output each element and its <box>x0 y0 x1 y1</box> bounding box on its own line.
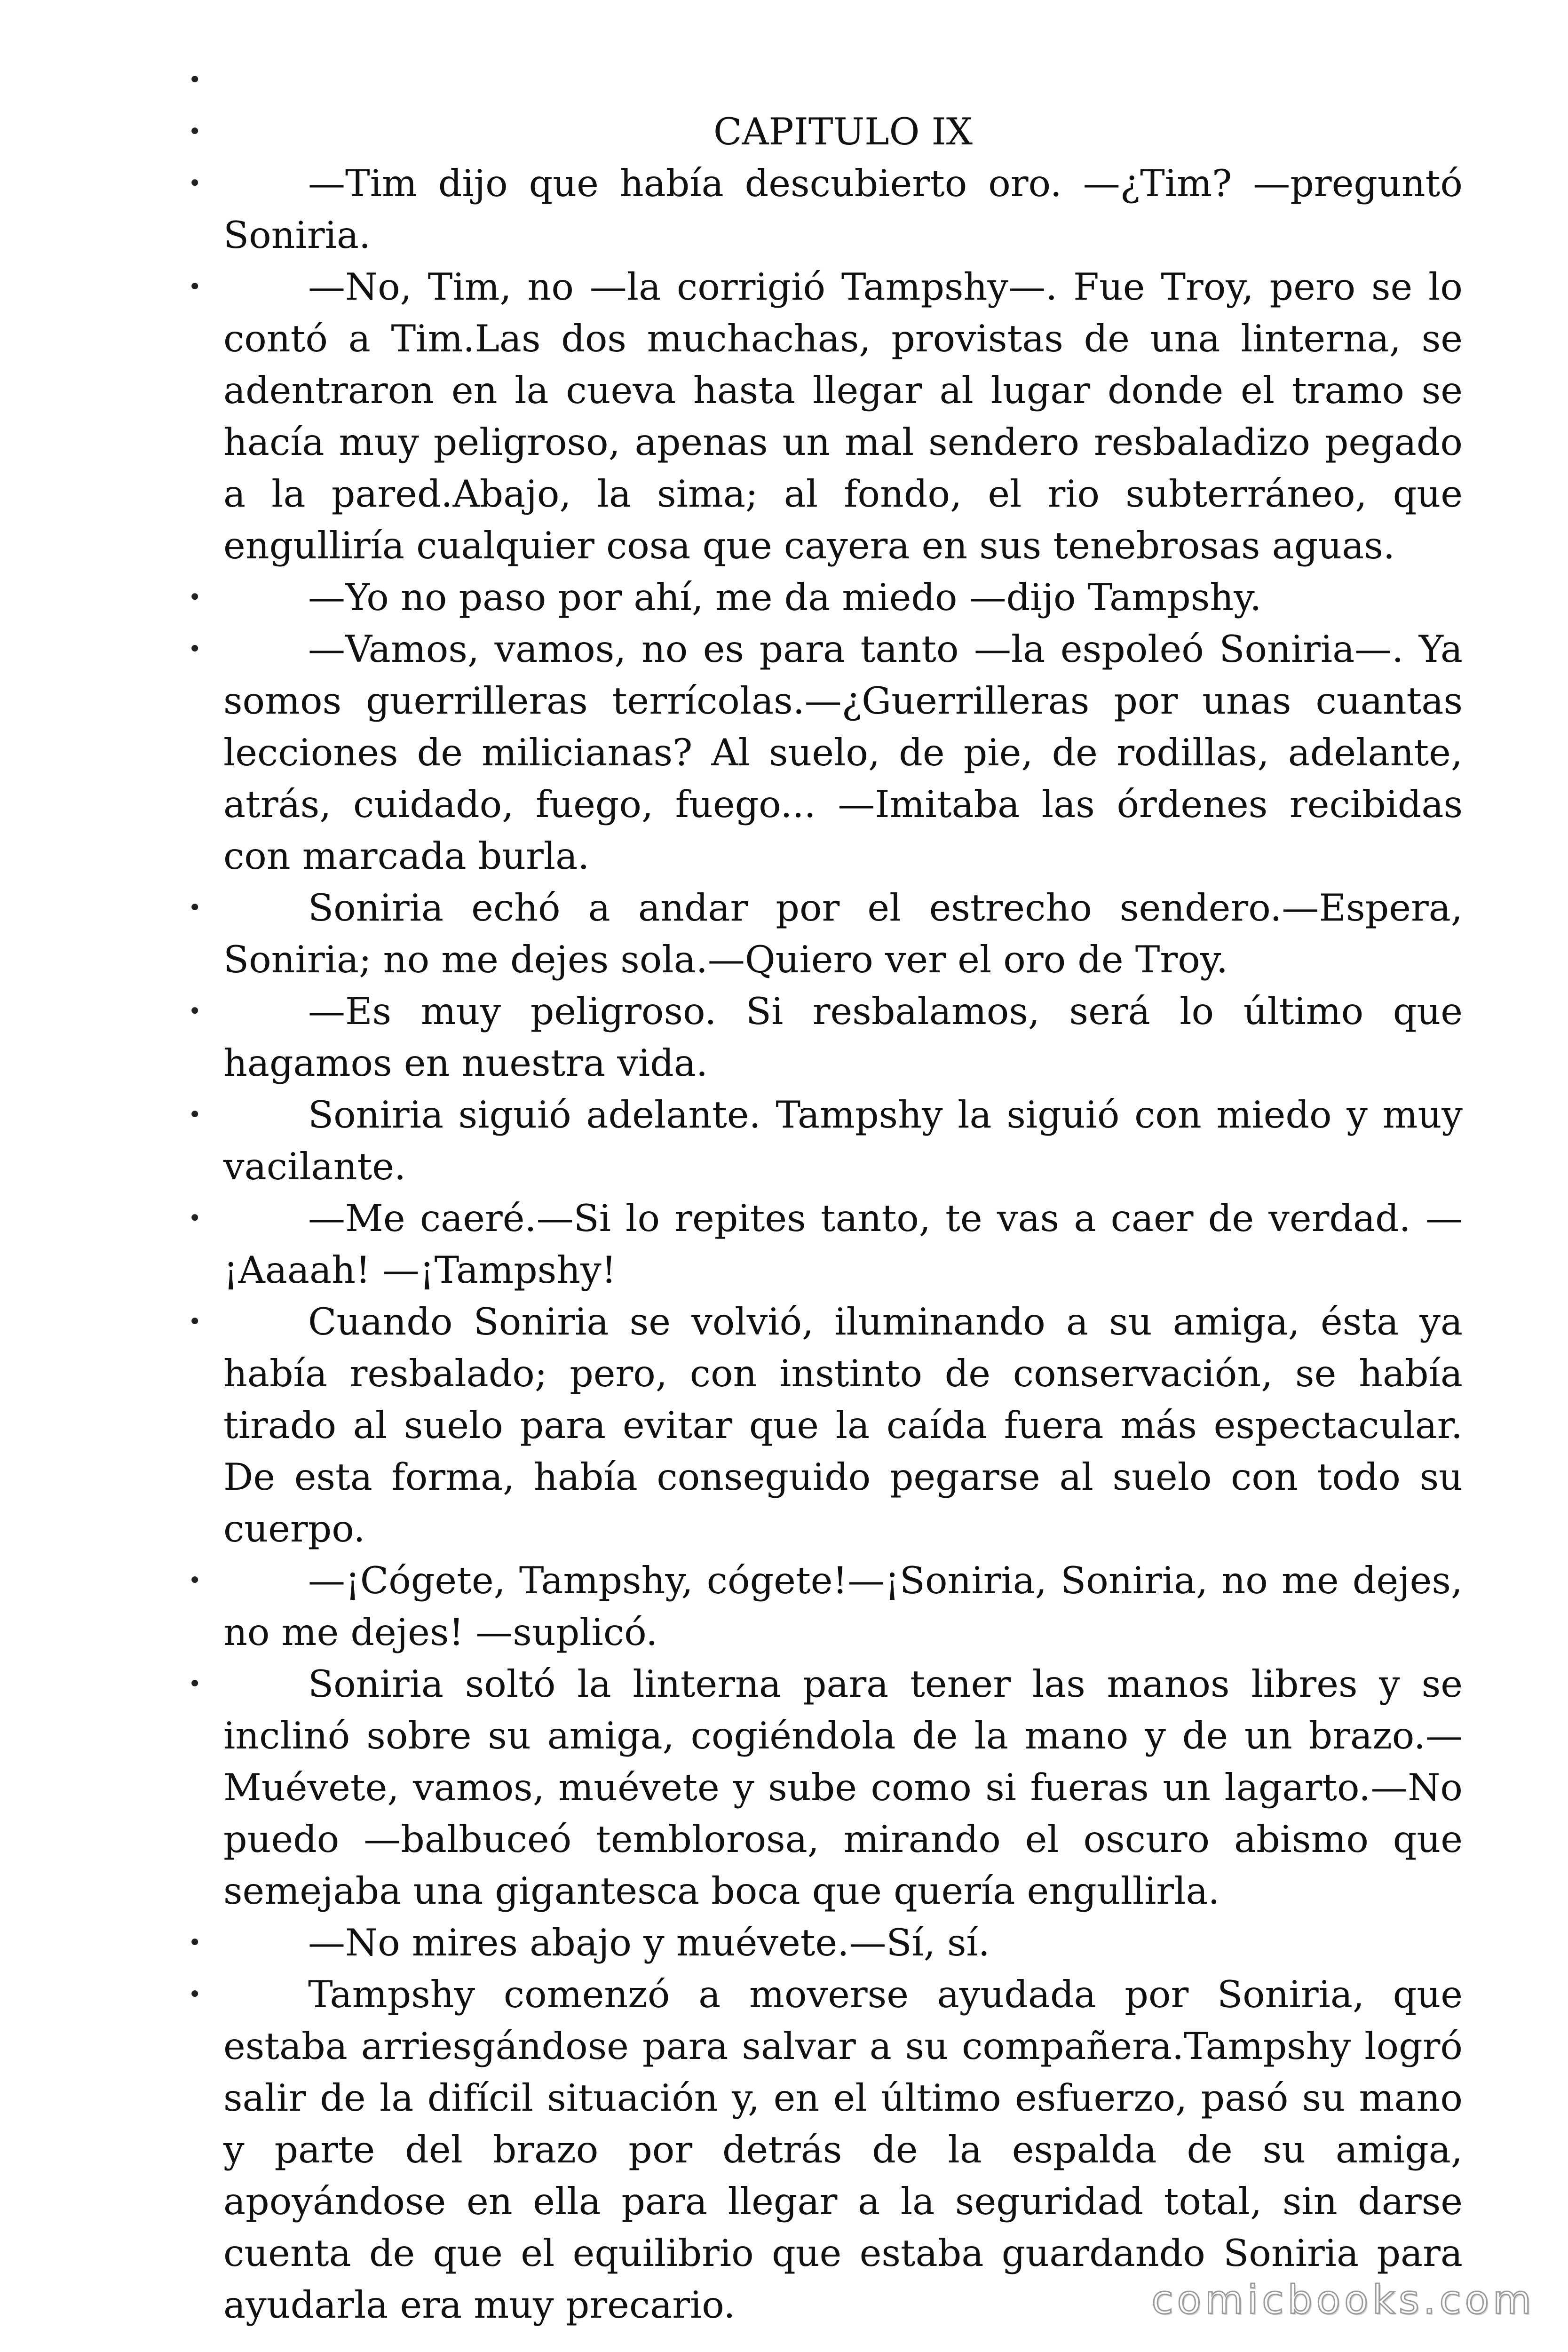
paragraph <box>223 623 1463 882</box>
paragraph-text: —Vamos, vamos, no es para tanto —la espoleó Soniria—. Ya somos guerrilleras terrícolas.—¿Guerrilleras por unas cuantas lecciones de milicianas? Al suelo, de pie, de rodillas, adelante, atrás, cuidado, fuego, fuego... —Imitaba las órdenes recibidas con marcada burla. <box>223 628 1463 878</box>
empty-list-item <box>223 54 1463 106</box>
paragraph-text: —¡Cógete, Tampshy, cógete!—¡Soniria, Soniria, no me dejes, no me dejes! —suplicó. <box>223 1559 1463 1654</box>
paragraph-text: —No mires abajo y muévete.—Sí, sí. <box>308 1921 990 1964</box>
paragraph-text: —Tim dijo que había descubierto oro. —¿Tim? —preguntó Soniria. <box>223 162 1463 257</box>
paragraph <box>223 985 1463 1089</box>
paragraph-text: Tampshy comenzó a moverse ayudada por Soniria, que estaba arriesgándose para salvar a su compañera.Tampshy logró salir de la difícil situación y, en el último esfuerzo, pasó su mano y parte del brazo por detrás de la espalda de su amiga, apoyándose en ella para llegar a la seguridad total, sin darse cuenta de que el equilibrio que estaba guardando Soniria para ayudarla era muy precario. <box>223 1973 1463 2327</box>
paragraph-text: —Me caeré.—Si lo repites tanto, te vas a caer de verdad. —¡Aaaah! —¡Tampshy! <box>223 1197 1463 1292</box>
paragraph-text: Soniria echó a andar por el estrecho sendero.—Espera, Soniria; no me dejes sola.—Quiero ver el oro de Troy. <box>223 886 1463 981</box>
paragraph-list <box>223 54 1463 2331</box>
paragraph <box>223 261 1463 572</box>
paragraph-text: —Es muy peligroso. Si resbalamos, será lo último que hagamos en nuestra vida. <box>223 990 1463 1085</box>
paragraph-text: Soniria soltó la linterna para tener las manos libres y se inclinó sobre su amiga, cogiéndola de la mano y de un brazo.—Muévete, vamos, muévete y sube como si fueras un lagarto.—No puedo —balbuceó temblorosa, mirando el oscuro abismo que semejaba una gigantesca boca que quería engullirla. <box>223 1662 1463 1913</box>
paragraph-text: Soniria siguió adelante. Tampshy la siguió con miedo y muy vacilante. <box>223 1093 1463 1188</box>
paragraph <box>223 1296 1463 1555</box>
chapter-title: • CAPITULO IX <box>223 106 1463 158</box>
paragraph-text: —Yo no paso por ahí, me da miedo —dijo Tampshy. <box>308 576 1262 619</box>
paragraph <box>223 1555 1463 1658</box>
paragraph <box>223 1658 1463 1917</box>
watermark-text: comicbooks.com <box>1151 2277 1535 2323</box>
paragraph <box>223 158 1463 261</box>
paragraph <box>223 882 1463 985</box>
paragraph <box>223 572 1463 623</box>
paragraph <box>223 1089 1463 1192</box>
paragraph <box>223 1917 1463 1969</box>
paragraph-text: Cuando Soniria se volvió, iluminando a su amiga, ésta ya había resbalado; pero, con instinto de conservación, se había tirado al suelo para evitar que la caída fuera más espectacular. De esta forma, había conseguido pegarse al suelo con todo su cuerpo. <box>223 1300 1463 1550</box>
paragraph-text: —No, Tim, no —la corrigió Tampshy—. Fue Troy, pero se lo contó a Tim.Las dos muchachas, provistas de una linterna, se adentraron en la cueva hasta llegar al lugar donde el tramo se hacía muy peligroso, apenas un mal sendero resbaladizo pegado a la pared.Abajo, la sima; al fondo, el rio subterráneo, que engulliría cualquier cosa que cayera en sus tenebrosas aguas. <box>223 265 1463 567</box>
paragraph <box>223 1192 1463 1296</box>
